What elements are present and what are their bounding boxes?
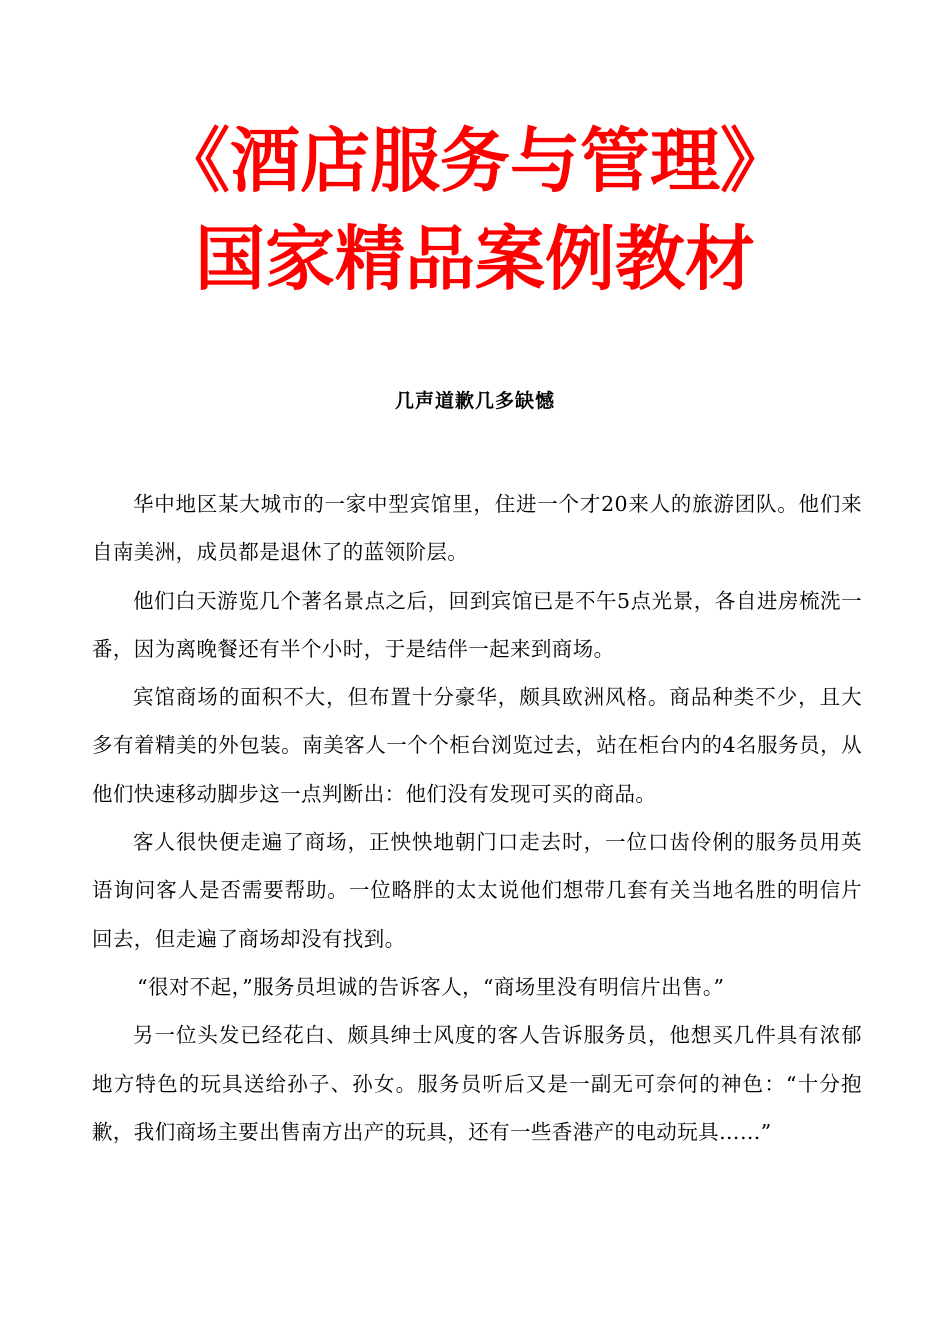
main-title-line-2: 国家精品案例教材 [195,217,755,300]
paragraph: 他们白天游览几个著名景点之后，回到宾馆已是不午5点光景，各自进房梳洗一番，因为离晚餐还有半个小时，于是结伴一起来到商场。 [92,588,862,661]
paragraph: 另一位头发已经花白、颇具绅士风度的客人告诉服务员，他想买几件具有浓郁地方特色的玩具送给孙子、孙女。服务员听后又是一副无可奈何的神色：“十分抱歉，我们商场主要出售南方出产的玩具，还有一些香港产的电动玩具……” [92,1023,862,1144]
main-title-line-1: 《酒店服务与管理》 [160,119,790,202]
paragraph: 华中地区某大城市的一家中型宾馆里，住进一个才20来人的旅游团队。他们来自南美洲，成员都是退休了的蓝领阶层。 [92,492,862,565]
article-title: 几声道歉几多缺憾 [394,390,555,412]
paragraph: 客人很快便走遍了商场，正怏怏地朝门口走去时，一位口齿伶俐的服务员用英语询问客人是否需要帮助。一位略胖的太太说他们想带几套有关当地名胜的明信片回去，但走遍了商场却没有找到。 [92,830,862,951]
paragraph: “很对不起，”服务员坦诚的告诉客人，“商场里没有明信片出售。” [137,974,725,999]
article-body [92,480,862,1156]
paragraph: 宾馆商场的面积不大，但布置十分豪华，颇具欧洲风格。商品种类不少，且大多有着精美的外包装。南美客人一个个柜台浏览过去，站在柜台内的4名服务员，从他们快速移动脚步这一点判断出：他们没有发现可买的商品。 [92,685,862,806]
